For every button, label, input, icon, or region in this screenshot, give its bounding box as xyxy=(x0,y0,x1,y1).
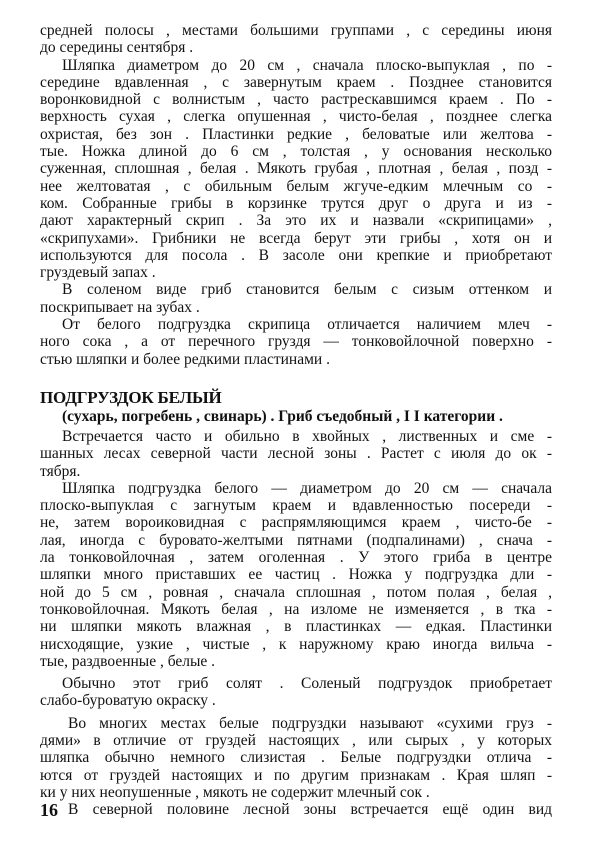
text-line: От белого подгруздка скрипица отличается наличием млеч - xyxy=(62,316,552,334)
text-line: используются для посола . В засоле они крепкие и приобретают xyxy=(40,246,552,264)
text-line: суженная, сплошная , белая . Мякоть грубая , плотная , белая , позд - xyxy=(40,160,552,178)
text-line: лая, иногда с буровато-желтыми пятнами (подпалинами) , снача - xyxy=(40,531,552,549)
text-line: ком. Собранные грибы в корзинке трутся друг о друга и из - xyxy=(40,194,552,212)
text-line: нисходящие, узкие , чистые , к наружному краю иногда вильча - xyxy=(40,635,552,653)
text-line: ного сока , а от перечного груздя — тонковойлочной поверхно - xyxy=(40,333,552,351)
text-line: Обычно этот гриб солят . Соленый подгруздок приобретает xyxy=(62,675,552,693)
text-line: плоско-выпуклая с загнутым краем и вдавленностью посереди - xyxy=(40,497,552,515)
text-line: Встречается часто и обильно в хвойных , лиственных и сме - xyxy=(62,428,552,445)
text-line: ки у них неопушенные , мякоть не содержит млечный сок . xyxy=(40,783,430,801)
text-line: слабо-буроватую окраску . xyxy=(40,692,216,710)
text-line: шанных лесах северной части лесной зоны . Растет с июля до ок - xyxy=(40,445,552,463)
text-line: до середины сентября . xyxy=(40,39,194,57)
text-line: воронковидной с волнистым , часто растрескавшимся краем . По - xyxy=(40,91,552,109)
text-line: ни шляпки мякоть влажная , в пластинках — едкая. Пластинки xyxy=(40,618,552,636)
text-line: В северной половине лесной зоны встречается ещё один вид xyxy=(68,801,552,819)
text-line: дями» в отличие от груздей настоящих , или сырых , у которых xyxy=(40,732,552,750)
text-line: тые, раздвоенные , белые . xyxy=(40,652,216,670)
text-line: ной до 5 см , ровная , сначала сплошная , потом полая , белая , xyxy=(40,583,552,601)
text-line: середине вдавленная , с завернутым краем . Позднее становится xyxy=(40,73,552,91)
text-line: верхность сухая , слегка опушенная , чисто-белая , позднее слегка xyxy=(40,108,552,126)
text-line: «скрипухами». Грибники не всегда берут эти грибы , хотя он и xyxy=(40,229,552,247)
text-line: В соленом виде гриб становится белым с сизым оттенком и xyxy=(62,281,552,299)
text-line: ла тонковойлочная , затем оголенная . У этого гриба в центре xyxy=(40,549,552,567)
text-line: Шляпка диаметром до 20 см , сначала плоско-выпуклая , по - xyxy=(62,56,552,74)
text-line: тонковойлочная. Мякоть белая , на изломе не изменяется , в тка - xyxy=(40,600,552,618)
text-block-podgruzdok xyxy=(40,428,552,819)
text-line: дают характерный скрип . За это их и назвали «скрипицами» , xyxy=(40,212,552,230)
text-line: тые. Ножка длиной до 6 см , толстая , у основания несколько xyxy=(40,143,552,161)
text-line: ются от груздей настоящих и по другим признакам . Края шляп - xyxy=(40,766,552,784)
text-line: не, затем вороиковидная с распрямляющимся краем , чисто-бе - xyxy=(40,514,552,532)
text-line: шляпка обычно немного слизистая . Белые подгруздки отлича - xyxy=(40,749,552,767)
text-line: поскрипывает на зубах . xyxy=(40,298,200,316)
text-line: Во многих местах белые подгруздки называют «сухими груз - xyxy=(68,714,552,732)
section-subheading: (сухарь, погребень , свинарь) . Гриб съедобный , I I категории . xyxy=(62,408,503,425)
page-number: 16 xyxy=(40,800,58,820)
text-line: груздевый запах . xyxy=(40,264,156,282)
text-line: шляпки много приставших ее частиц . Ножка у подгруздка дли - xyxy=(40,566,552,584)
text-line: средней полосы , местами большими группами , с середины июня xyxy=(40,22,552,39)
text-line: Шляпка подгруздка белого — диаметром до 20 см — сначала xyxy=(62,479,552,497)
section-heading: ПОДГРУЗДОК БЕЛЫЙ xyxy=(40,388,222,407)
text-line: стью шляпки и более редкими пластинами . xyxy=(40,350,330,368)
text-block-skripitsa xyxy=(40,22,552,368)
text-line: охристая, без зон . Пластинки редкие , беловатые или желтова - xyxy=(40,125,552,143)
text-line: нее желтоватая , с обильным белым жгуче-едким млечным со - xyxy=(40,177,552,195)
text-line: тября. xyxy=(40,462,81,480)
